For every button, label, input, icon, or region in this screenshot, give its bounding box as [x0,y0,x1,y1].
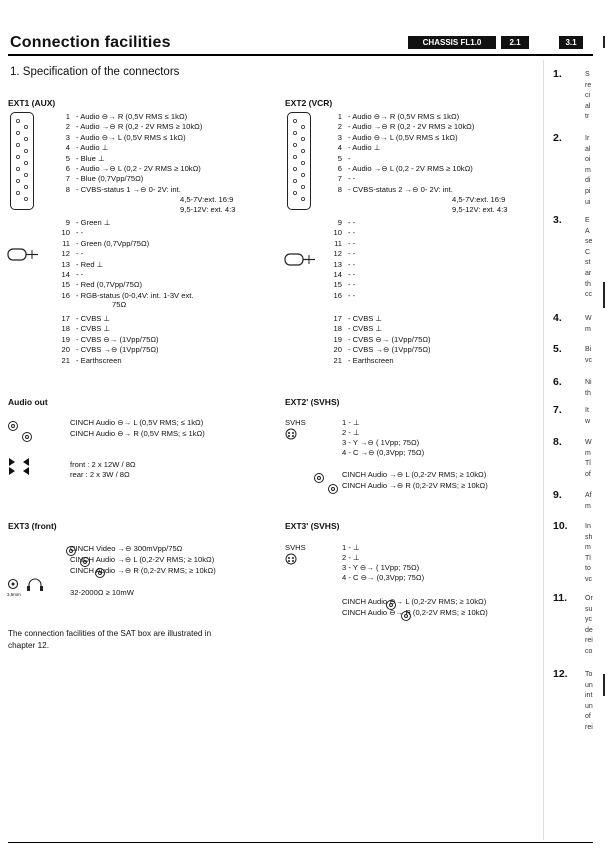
pin-row [320,174,355,184]
pin-number: 2 [65,122,70,132]
svhs-socket-icon [285,428,297,440]
pin-row [320,345,431,355]
ext2-pin8-cont-1: 4,5-7V:ext. 16:9 [452,195,506,204]
pin-number: 19 [61,334,70,344]
pin-row [48,335,159,345]
right-item-fragment: Bi vc [585,346,592,364]
pin-number: 15 [61,280,70,290]
right-item-fragment: Or su yc de rei co [585,595,593,655]
right-item-number: 1. [553,68,562,80]
pin-row [320,228,355,238]
pin-description: - CVBS ⊥ [348,324,383,334]
footnote-line-1: The connection facilities of the SAT box are illustrated in [8,629,212,638]
pin-row [48,185,181,195]
pin-description: - CVBS ⊖→ (1Vpp/75Ω) [348,334,431,344]
pin-row [48,133,186,143]
page-title: Connection facilities [10,34,171,51]
pin-number: 4 [65,143,70,153]
pin-number: 8 [65,184,70,194]
edge-marker [603,36,605,48]
right-item-number: 10. [553,520,568,532]
pin-row [320,335,431,345]
chassis-badge: CHASSIS FL1.0 [408,36,496,49]
pin-row [48,164,201,174]
pin-description: - - [348,238,356,248]
ext3p-header: EXT3' (SVHS) [285,521,340,531]
ext2p-pin-4: 4 - C →⊖ (0,3Vpp; 75Ω) [342,448,425,457]
pin-number: 13 [61,259,70,269]
cinch-socket-icon [314,473,324,483]
ext1-pin16-cont: 75Ω [112,300,127,309]
ext2-pin8-cont-2: 9,5-12V: ext. 4:3 [452,205,508,214]
pin-number: 19 [333,334,342,344]
right-item-number: 3. [553,214,562,226]
pin-number: 10 [333,228,342,238]
pin-number: 14 [333,270,342,279]
pin-description: - - [348,218,356,227]
pin-description: - Audio ⊖→ L (0,5V RMS ≤ 1kΩ) [348,132,458,142]
pin-number: 15 [333,280,342,290]
pin-row [320,185,453,195]
ext2p-header: EXT2' (SVHS) [285,397,340,407]
edge-marker [603,674,605,696]
pin-number: 7 [337,174,342,184]
right-item-fragment: W m Tl of [585,439,592,478]
ext1-pin8-cont-2: 9,5-12V: ext. 4:3 [180,205,236,214]
pin-description: - Audio →⊖ L (0,2 - 2V RMS ≥ 10kΩ) [348,164,473,173]
cinch-socket-icon [22,432,32,442]
section-number-badge: 2.1 [501,36,529,49]
pin-row [320,324,382,334]
right-item-fragment: Ir al oi m di pi ui [585,135,591,206]
right-item-number: 7. [553,404,562,416]
ext2p-pin-2: 2 - ⊥ [342,428,360,437]
right-item-number: 12. [553,668,568,680]
pin-row [48,324,110,334]
right-section-number-badge: 3.1 [559,36,583,49]
ext3-header: EXT3 (front) [8,521,57,531]
column-divider [543,60,544,840]
pin-row [48,260,103,270]
pin-row [320,112,459,122]
audio-out-header: Audio out [8,397,48,407]
right-item-number: 11. [553,592,568,604]
cinch-socket-icon [8,421,18,431]
pin-description: - - [348,280,356,290]
pin-number: 14 [61,270,70,279]
pin-description: - Earthscreen [348,355,394,365]
ext3p-pin-3: 3 - Y ⊖→ ( 1Vpp; 75Ω) [342,563,420,572]
pin-row [320,218,355,228]
ext2p-cinch-1: CINCH Audio →⊖ L (0,2-2V RMS; ≥ 10kΩ) [342,470,487,479]
pin-description: - - [348,290,356,300]
ext1-header: EXT1 (AUX) [8,98,56,108]
ext3p-pin-4: 4 - C ⊖→ (0,3Vpp; 75Ω) [342,573,425,582]
pin-description: - - [76,249,84,259]
right-item-fragment: Ni th [585,379,592,397]
pin-description: - Red (0,7Vpp/75Ω) [76,280,143,290]
ext3p-cinch-2: CINCH Audio ⊖→ R (0,2-2V RMS; ≥ 10kΩ) [342,608,488,617]
right-item-number: 4. [553,312,562,324]
ext2p-svhs-label: SVHS [285,418,306,427]
pin-row [48,143,108,153]
pin-number: 21 [61,355,70,365]
footnote-line-2: chapter 12. [8,641,49,650]
ext2-header: EXT2 (VCR) [285,98,333,108]
pin-description: - Audio →⊖ L (0,2 - 2V RMS ≥ 10kΩ) [76,164,201,173]
pin-description: - CVBS-status 2 →⊖ 0- 2V: int. [348,184,453,194]
ext2p-pin-3: 3 - Y →⊖ ( 1Vpp; 75Ω) [342,438,420,447]
pin-number: 17 [61,314,70,323]
pin-row [48,154,105,164]
pin-row [320,291,355,301]
right-item-number: 2. [553,132,562,144]
pin-description: - CVBS →⊖ (1Vpp/75Ω) [348,345,431,355]
scart-plug-icon [6,247,42,263]
pin-description: - - [348,259,356,269]
pin-number: 16 [61,290,70,300]
pin-number: 3 [65,132,70,142]
pin-number: 21 [333,355,342,365]
pin-row [48,239,149,249]
pin-description: - - [76,228,84,238]
pin-row [320,143,380,153]
right-item-fragment: To un int un of rei [585,671,593,731]
header-rule [8,54,593,56]
audio-out-line-2: CINCH Audio ⊖→ R (0,5V RMS; ≤ 1kΩ) [70,429,205,438]
pin-number: 6 [337,164,342,173]
pin-number: 13 [333,259,342,269]
speaker-connector-icon [7,455,31,477]
pin-description: - CVBS ⊖→ (1Vpp/75Ω) [76,334,159,344]
ext1-pin8-cont-1: 4,5-7V:ext. 16:9 [180,195,234,204]
right-item-number: 8. [553,436,562,448]
pin-description: - Audio ⊖→ L (0,5V RMS ≤ 1kΩ) [76,132,186,142]
ext3p-pin-2: 2 - ⊥ [342,553,360,562]
pin-number: 8 [337,184,342,194]
pin-row [320,280,355,290]
ext2p-cinch-2: CINCH Audio →⊖ R (0,2-2V RMS; ≥ 10kΩ) [342,481,488,490]
jack-size-label: 3,5mm [7,592,21,597]
pin-number: 20 [61,345,70,355]
section-subtitle: 1. Specification of the connectors [10,66,180,78]
pin-description: - [348,153,351,163]
pin-row [48,218,110,228]
pin-description: - - [76,270,84,279]
pin-description: - Green ⊥ [76,218,111,227]
pin-number: 16 [333,290,342,300]
ext2p-pin-1: 1 - ⊥ [342,418,360,427]
svhs-socket-icon [285,553,297,565]
pin-description: - - [348,228,356,238]
pin-description: - Audio ⊖→ R (0,5V RMS ≤ 1kΩ) [76,112,188,121]
ext3-line-3: CINCH Audio →⊖ R (0,2-2V RMS; ≥ 10kΩ) [70,566,216,575]
pin-number: 4 [337,143,342,153]
pin-description: - CVBS-status 1 →⊖ 0- 2V: int. [76,184,181,194]
pin-row [48,174,143,184]
pin-row [48,314,110,324]
pin-description: - RGB-status (0-0,4V: int. 1-3V ext. [76,290,194,300]
right-item-fragment: Af m [585,492,592,510]
pin-number: 5 [337,153,342,163]
pin-description: - Green (0,7Vpp/75Ω) [76,238,150,248]
pin-row [320,314,382,324]
pin-number: 11 [62,238,70,248]
pin-description: - Audio →⊖ R (0,2 - 2V RMS ≥ 10kΩ) [348,122,475,132]
pin-number: 9 [65,218,70,227]
pin-number: 18 [333,324,342,334]
pin-row [48,112,187,122]
pin-row [320,260,355,270]
speaker-rear: rear : 2 x 3W / 8Ω [70,470,130,479]
scart-pins-icon [288,113,310,209]
pin-row [48,249,83,259]
right-item-fragment: E A se C st ar th cc [585,217,593,299]
headphone-jack-icon [7,578,47,592]
pin-description: - Red ⊥ [76,259,104,269]
pin-row [320,154,351,164]
pin-row [48,280,142,290]
pin-row [48,228,83,238]
pin-row [48,122,202,132]
pin-description: - Blue (0,7Vpp/75Ω) [76,174,144,184]
pin-row [48,345,159,355]
pin-number: 2 [337,122,342,132]
audio-out-line-1: CINCH Audio ⊖→ L (0,5V RMS; ≤ 1kΩ) [70,418,204,427]
pin-number: 12 [61,249,70,259]
pin-row [320,249,355,259]
pin-number: 3 [337,132,342,142]
right-item-fragment: In sh m Tl to vc [585,523,593,583]
pin-row [320,133,458,143]
pin-number: 7 [65,174,70,184]
footnote [8,628,268,652]
pin-number: 1 [337,112,342,121]
pin-row [320,122,474,132]
pin-number: 20 [333,345,342,355]
right-item-number: 6. [553,376,562,388]
right-item-fragment: S re ci al tr [585,71,592,121]
cinch-socket-icon [328,484,338,494]
right-item-fragment: It w [585,407,591,425]
pin-row [320,164,473,174]
pin-number: 9 [337,218,342,227]
pin-row [48,356,122,366]
pin-number: 12 [333,249,342,259]
ext3p-pin-1: 1 - ⊥ [342,543,360,552]
right-item-number: 9. [553,489,562,501]
pin-number: 6 [65,164,70,173]
pin-description: - Audio ⊥ [76,143,109,153]
speaker-front: front : 2 x 12W / 8Ω [70,460,136,469]
pin-description: - Audio ⊥ [348,143,381,153]
pin-description: - - [348,174,356,184]
scart-pins-icon [11,113,33,209]
ext3-line-2: CINCH Audio →⊖ L (0,2-2V RMS; ≥ 10kΩ) [70,555,215,564]
pin-description: - CVBS →⊖ (1Vpp/75Ω) [76,345,159,355]
ext1-scart-connector-icon [10,112,34,210]
pin-description: - CVBS ⊥ [76,314,111,323]
pin-row [320,239,355,249]
pin-description: - Audio ⊖→ R (0,5V RMS ≤ 1kΩ) [348,112,460,121]
pin-number: 17 [333,314,342,323]
headphone-spec: 32-2000Ω ≥ 10mW [70,588,134,597]
right-item-fragment: W m [585,315,592,333]
pin-number: 10 [61,228,70,238]
pin-number: 11 [334,238,342,248]
ext3p-cinch-1: CINCH Audio ⊖→ L (0,2-2V RMS; ≥ 10kΩ) [342,597,487,606]
pin-row [320,356,394,366]
pin-number: 18 [61,324,70,334]
pin-description: - CVBS ⊥ [76,324,111,334]
bottom-rule [8,842,593,843]
pin-description: - Earthscreen [76,355,122,365]
pin-description: - Blue ⊥ [76,153,105,163]
pin-description: - Audio →⊖ R (0,2 - 2V RMS ≥ 10kΩ) [76,122,203,132]
scart-plug-icon [283,252,319,268]
ext3-line-1: CINCH Video →⊖ 300mVpp/75Ω [70,544,183,553]
right-item-number: 5. [553,343,562,355]
ext2-scart-connector-icon [287,112,311,210]
edge-marker [603,282,605,308]
pin-row [48,270,83,280]
pin-number: 5 [65,153,70,163]
ext3p-svhs-label: SVHS [285,543,306,552]
pin-number: 1 [65,112,70,121]
pin-row [320,270,355,280]
pin-description: - - [348,249,356,259]
pin-description: - - [348,270,356,279]
pin-description: - CVBS ⊥ [348,314,383,323]
